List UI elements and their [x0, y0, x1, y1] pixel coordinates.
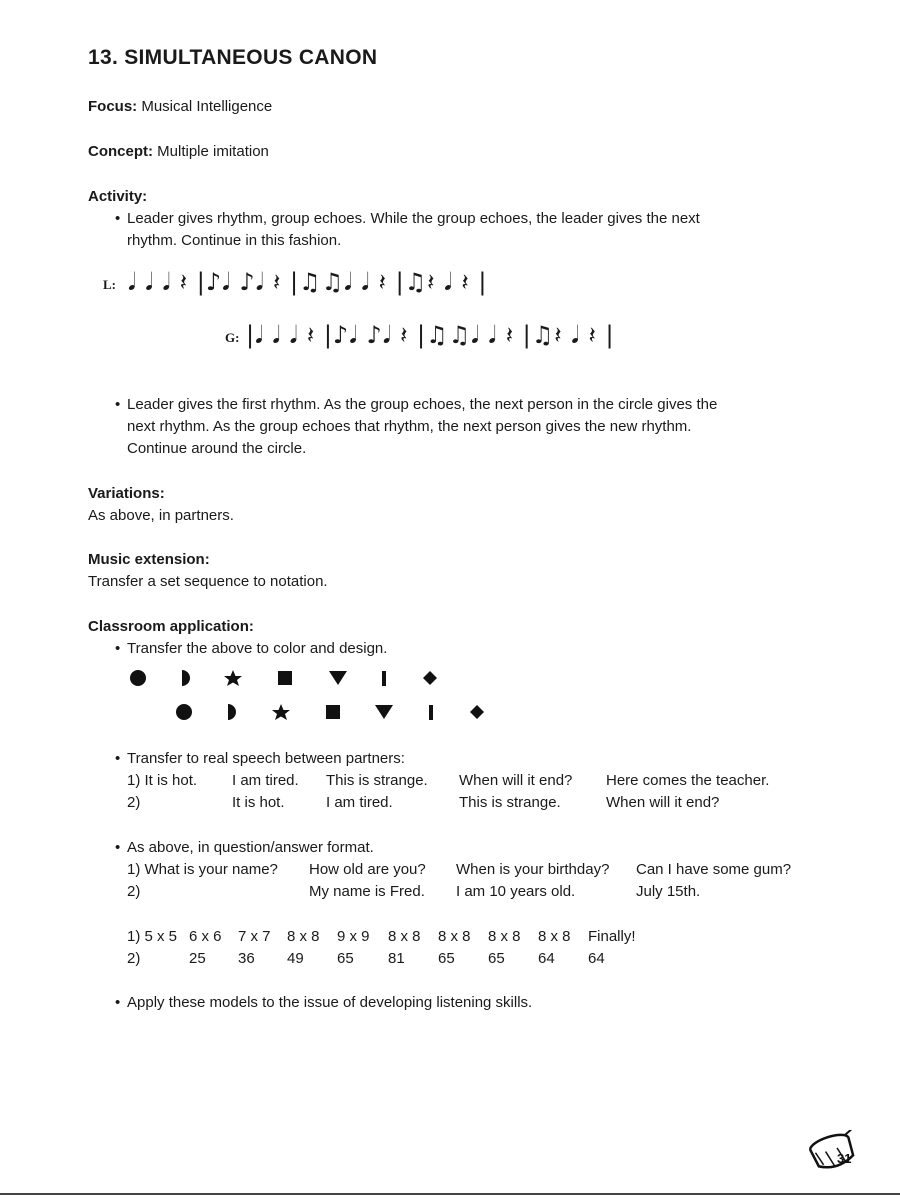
math-cell: 64	[538, 950, 555, 967]
square-icon	[278, 671, 292, 685]
page-title: 13. SIMULTANEOUS CANON	[88, 46, 378, 69]
music-extension-text: Transfer a set sequence to notation.	[88, 573, 328, 590]
speech-cell: When will it end?	[606, 794, 720, 811]
rhythm-leader-notation: 𝅘𝅥 𝅘𝅥 𝅘𝅥 𝄽 |♪𝅘𝅥 ♪𝅘𝅥 𝄽 |♫♫𝅘𝅥 𝅘𝅥 𝄽 |♫𝄽 𝅘𝅥 𝄽 |	[128, 268, 488, 296]
activity-bullet-1-line-1: • Leader gives rhythm, group echoes. While the group echoes, the leader gives the next	[127, 210, 700, 227]
shape-sequence-1	[120, 666, 450, 692]
math-cell: 64	[588, 950, 605, 967]
math-cell: 8 x 8	[438, 928, 471, 945]
math-cell: 8 x 8	[388, 928, 421, 945]
shape-sequence-2	[166, 700, 496, 726]
math-cell: 8 x 8	[287, 928, 320, 945]
qa-cell: How old are you?	[309, 861, 426, 878]
math-cell: 8 x 8	[538, 928, 571, 945]
triangle-down-icon	[375, 705, 393, 719]
qa-cell: Can I have some gum?	[636, 861, 792, 878]
activity-bullet-1-line-2: rhythm. Continue in this fashion.	[127, 232, 342, 249]
rhythm-leader-label: L:	[103, 277, 116, 292]
speech-cell: It is hot.	[232, 794, 285, 811]
variations-text: As above, in partners.	[88, 507, 234, 524]
math-cell: 36	[238, 950, 255, 967]
music-extension-heading: Music extension:	[88, 551, 210, 568]
page-number: 31	[837, 1151, 852, 1166]
bar-icon	[382, 671, 386, 686]
speech-cell: When will it end?	[459, 772, 573, 789]
star-icon	[272, 704, 290, 720]
math-cell: 65	[438, 950, 455, 967]
qa-cell: July 15th.	[636, 883, 701, 900]
speech-cell: This is strange.	[326, 772, 428, 789]
classroom-bullet-3: • As above, in question/answer format.	[127, 839, 374, 856]
half-circle-icon	[182, 670, 190, 686]
activity-bullet-2-line-2: next rhythm. As the group echoes that rhythm, the next person gives the new rhythm.	[127, 418, 692, 435]
speech-cell: This is strange.	[459, 794, 561, 811]
classroom-bullet-2: • Transfer to real speech between partners:	[127, 750, 405, 767]
variations-heading: Variations:	[88, 485, 165, 502]
math-cell: 7 x 7	[238, 928, 271, 945]
rhythm-group-label: G:	[225, 330, 240, 345]
activity-bullet-2-line-3: Continue around the circle.	[127, 440, 307, 457]
speech-cell: I am tired.	[326, 794, 393, 811]
diamond-icon	[423, 671, 437, 685]
math-cell: 81	[388, 950, 405, 967]
concept-label: Concept:	[88, 143, 153, 160]
focus-label: Focus:	[88, 98, 138, 115]
math-cell: 65	[337, 950, 354, 967]
circle-icon	[176, 704, 192, 720]
square-icon	[326, 705, 340, 719]
activity-heading: Activity:	[88, 188, 148, 205]
concept-value: Multiple imitation	[157, 143, 269, 160]
speech-cell: Here comes the teacher.	[606, 772, 770, 789]
circle-icon	[130, 670, 146, 686]
half-circle-icon	[228, 704, 236, 720]
star-icon	[224, 670, 242, 686]
math-cell: 6 x 6	[189, 928, 222, 945]
concept-line	[88, 143, 269, 160]
math-cell: 8 x 8	[488, 928, 521, 945]
math-cell: 9 x 9	[337, 928, 370, 945]
focus-line	[88, 98, 272, 115]
qa-cell: When is your birthday?	[456, 861, 610, 878]
math-cell: 49	[287, 950, 304, 967]
math-cell: 25	[189, 950, 206, 967]
math-cell: 2)	[127, 950, 141, 967]
triangle-down-icon	[329, 671, 347, 685]
qa-cell: 2)	[127, 883, 141, 900]
qa-cell: I am 10 years old.	[456, 883, 576, 900]
drum-page-number-icon	[806, 1130, 868, 1172]
qa-cell: My name is Fred.	[309, 883, 425, 900]
speech-cell: 1) It is hot.	[127, 772, 198, 789]
focus-value: Musical Intelligence	[141, 98, 273, 115]
qa-cell: 1) What is your name?	[127, 861, 278, 878]
math-cell: Finally!	[588, 928, 636, 945]
math-cell: 65	[488, 950, 505, 967]
diamond-icon	[470, 705, 484, 719]
classroom-heading: Classroom application:	[88, 618, 254, 635]
math-cell: 1) 5 x 5	[127, 928, 178, 945]
classroom-bullet-1: • Transfer the above to color and design.	[127, 640, 387, 657]
bottom-divider	[0, 1193, 900, 1195]
bar-icon	[429, 705, 433, 720]
activity-bullet-2-line-1: • Leader gives the first rhythm. As the group echoes, the next person in the circle gives the	[127, 396, 717, 413]
classroom-bullet-4: • Apply these models to the issue of developing listening skills.	[127, 994, 532, 1011]
speech-cell: 2)	[127, 794, 141, 811]
rhythm-group-notation: |𝅘𝅥 𝅘𝅥 𝅘𝅥 𝄽 |♪𝅘𝅥 ♪𝅘𝅥 𝄽 |♫♫𝅘𝅥 𝅘𝅥 𝄽 |♫𝄽 𝅘𝅥 𝄽 |	[246, 321, 615, 349]
speech-cell: I am tired.	[232, 772, 299, 789]
